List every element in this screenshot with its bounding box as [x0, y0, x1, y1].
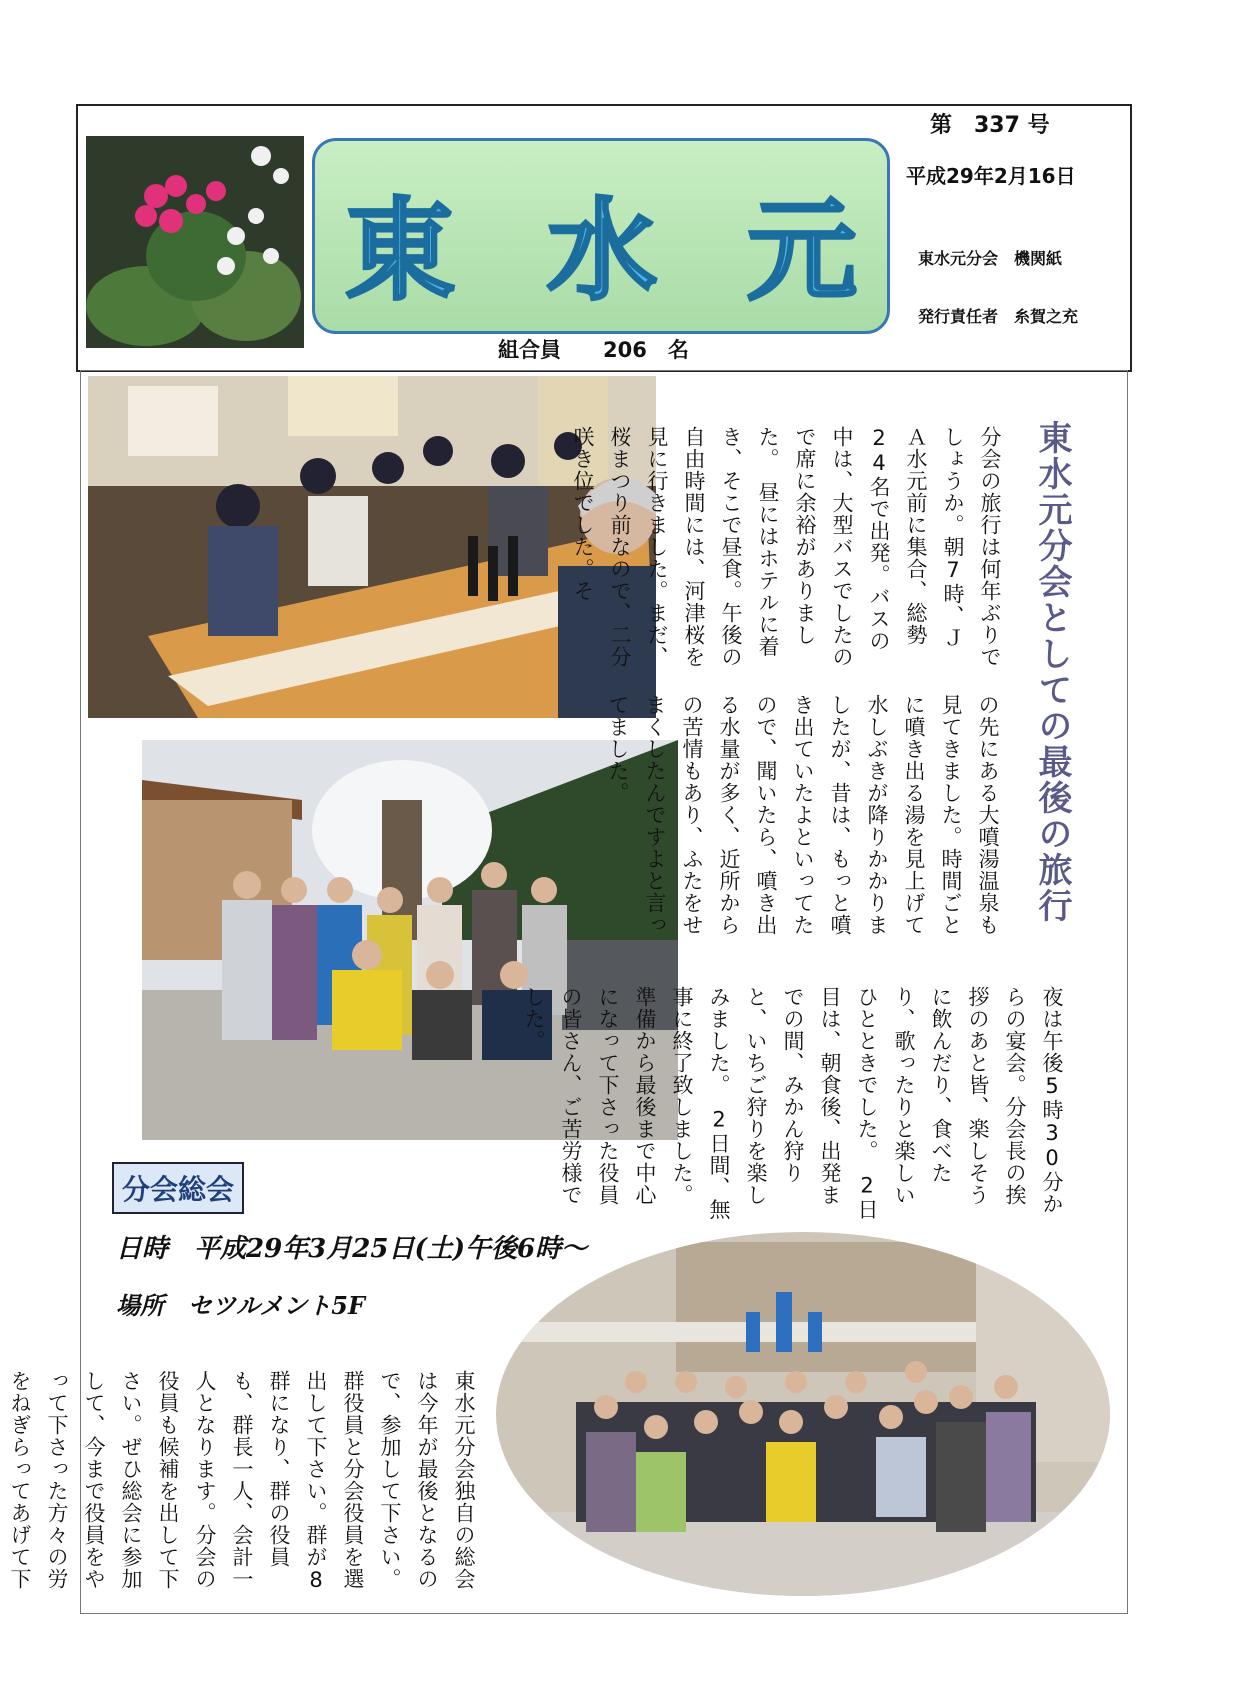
publisher-label: 東水元分会 機関紙	[918, 249, 1063, 268]
group-photo	[496, 1232, 1110, 1596]
issue-date: 平成29年2月16日	[906, 164, 1076, 188]
flower-photo	[86, 136, 304, 348]
title-char-2: 水	[547, 187, 657, 315]
article-block-2: の先にある大噴湯温泉も見てきました。時間ごとに噴き出る湯を見上げて水しぶきが降りかかりましたが、昔は、もっと噴き出ていたよといってたので、聞いたら、噴き出る水量が多く、近所からの苦情もあり、ふたをせまくしたんですよと言ってました。	[606, 694, 1000, 936]
member-count: 組合員 206 名	[498, 338, 689, 362]
editor-label: 発行責任者 糸賀之充	[918, 307, 1079, 326]
title-banner	[312, 138, 890, 334]
title-char-3: 元	[747, 187, 857, 315]
meeting-body: 東水元分会独自の総会は今年が最後となるので、参加して下さい。群役員と分会役員を選出して下さい。群が8群になり、群の役員も、群長一人、会計一人となります。分会の役員も候補を出して下さい。ぜひ総会に参加して、今まで役員をやって下さった方々の労をねぎらってあげて下	[8, 1370, 476, 1593]
meeting-heading: 分会総会	[112, 1162, 244, 1214]
title-char-1: 東	[345, 187, 455, 315]
article-block-1: 分会の旅行は何年ぶりでしょうか。朝7時、ＪＡ水元前に集合、総勢24名で出発。バスの中は、大型バスでしたので席に余裕がありました。 昼にはホテルに着き、そこで昼食。午後の自由時間には、河津桜を見に行きました。まだ、桜まつり前なので、二分咲き位でした。そ	[571, 426, 1002, 668]
issue-number: 第 337 号	[930, 113, 1050, 138]
meeting-place: 場所 セツルメント5F	[116, 1291, 366, 1320]
article-block-3: 夜は午後5時30分からの宴会。分会長の挨拶のあと皆、楽しそうに飲んだり、食べたり、歌ったりと楽しいひとときでした。 2日目は、朝食後、出発までの間、みかん狩りと、いちご狩りを楽しみました。 2日間、無事に終了致しました。準備から最後まで中心になって下さった役員の皆さん、ご苦労様でした。	[522, 986, 1064, 1221]
article-headline: 東水元分会としての最後の旅行	[1032, 420, 1072, 924]
meeting-datetime: 日時 平成29年3月25日(土)午後6時～	[116, 1234, 588, 1264]
